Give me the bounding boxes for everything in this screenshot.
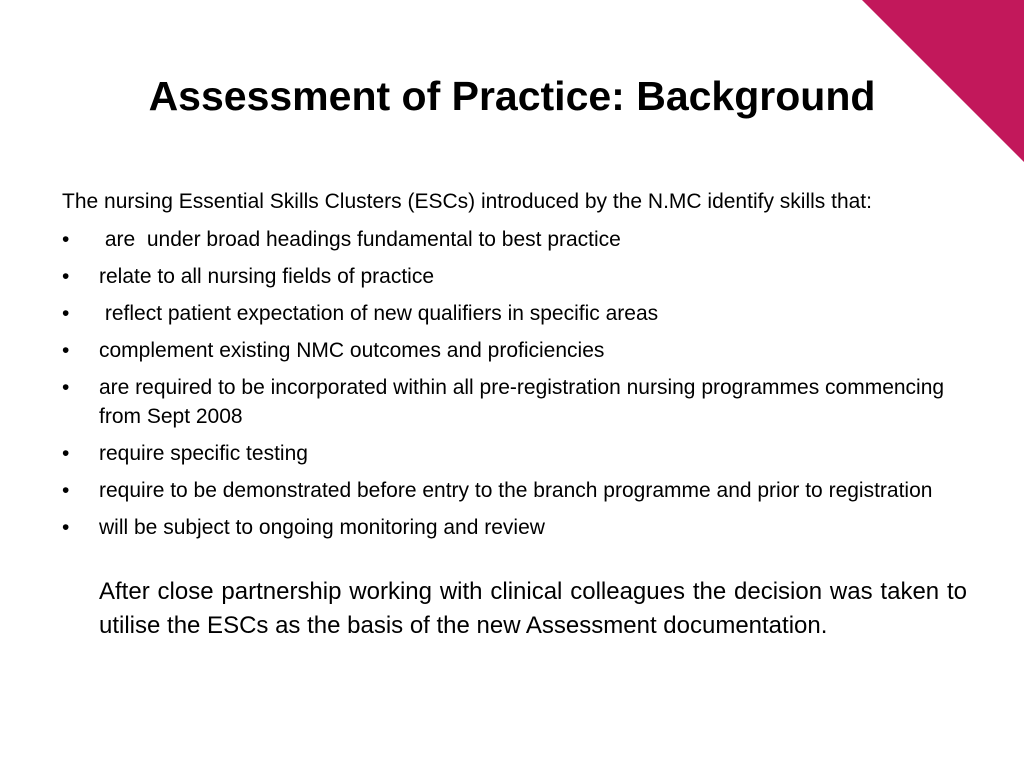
bullet-text: require to be demonstrated before entry to the branch programme and prior to registration [99, 479, 933, 502]
bullet-text: complement existing NMC outcomes and proficiencies [99, 339, 605, 362]
bullet-icon: • [62, 376, 70, 399]
bullet-item [62, 476, 967, 505]
bullet-item [62, 439, 967, 468]
bullet-item [62, 513, 967, 542]
bullet-text: are required to be incorporated within all pre-registration nursing programmes commencing from Sept 2008 [99, 376, 945, 428]
bullet-icon: • [62, 265, 70, 288]
bullet-icon: • [62, 442, 70, 465]
bullet-item [62, 225, 967, 254]
bullet-text: will be subject to ongoing monitoring and review [99, 516, 545, 539]
intro-text: The nursing Essential Skills Clusters (ESCs) introduced by the N.MC identify skills that: [62, 190, 872, 213]
bullet-text: are under broad headings fundamental to best practice [99, 228, 621, 251]
bullet-icon: • [62, 228, 70, 251]
bullet-icon: • [62, 479, 70, 502]
bullet-icon: • [62, 302, 70, 325]
bullet-text: reflect patient expectation of new qualifiers in specific areas [99, 302, 659, 325]
bullet-text: require specific testing [99, 442, 308, 465]
bullet-item [62, 373, 967, 431]
bullet-icon: • [62, 516, 70, 539]
bullet-item [62, 299, 967, 328]
bullet-list [62, 225, 967, 542]
slide-title: Assessment of Practice: Background [148, 73, 876, 119]
bullet-item [62, 262, 967, 291]
bullet-text: relate to all nursing fields of practice [99, 265, 435, 288]
closing-paragraph: After close partnership working with clinical colleagues the decision was taken to utilise the ESCs as the basis of the new Assessment documentation. [99, 578, 967, 639]
bullet-icon: • [62, 339, 70, 362]
slide-content [62, 187, 967, 643]
bullet-item [62, 336, 967, 365]
